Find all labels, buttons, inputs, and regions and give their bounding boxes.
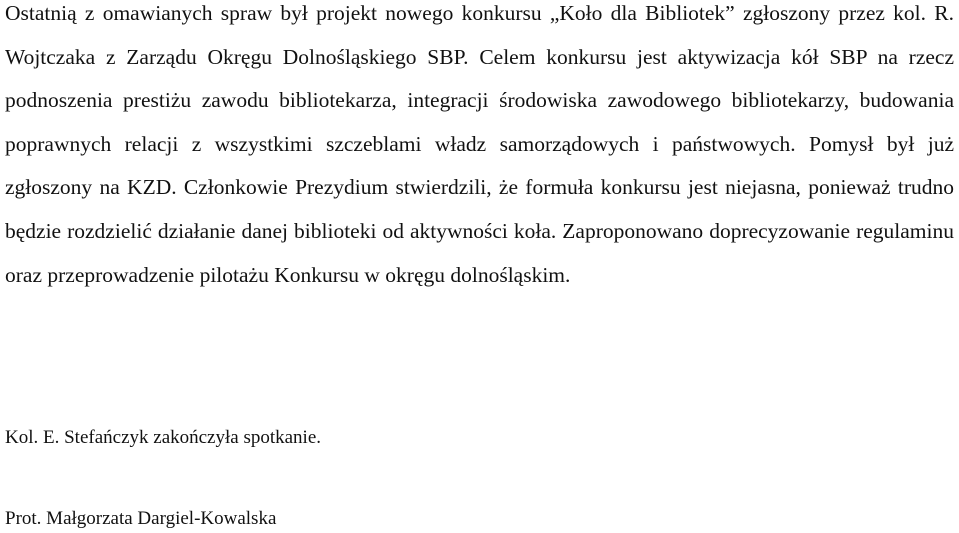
paragraph-closing: Kol. E. Stefańczyk zakończyła spotkanie. (5, 427, 322, 448)
paragraph-konkurs: Ostatnią z omawianych spraw był projekt nowego konkursu „Koło dla Bibliotek” zgłoszony przez kol. R. Wojtczaka z Zarządu Okręgu Dolnośląskiego SBP. Celem konkursu jest aktywizacja kół SBP na rzecz podnoszenia prestiżu zawodu bibliotekarza, integracji środowiska zawodowego bibliotekarzy, budowania poprawnych relacji z wszystkimi szczeblami władz samorządowych i państwowych. Pomysł był już zgłoszony na KZD. Członkowie Prezydium stwierdzili, że formuła konkursu jest niejasna, ponieważ trudno będzie rozdzielić działanie danej biblioteki od aktywności koła. Zaproponowano doprecyzowanie regulaminu oraz przeprowadzenie pilotażu Konkursu w okręgu dolnośląskim. (5, 1, 954, 287)
protocol-signature: Prot. Małgorzata Dargiel-Kowalska (5, 508, 277, 529)
